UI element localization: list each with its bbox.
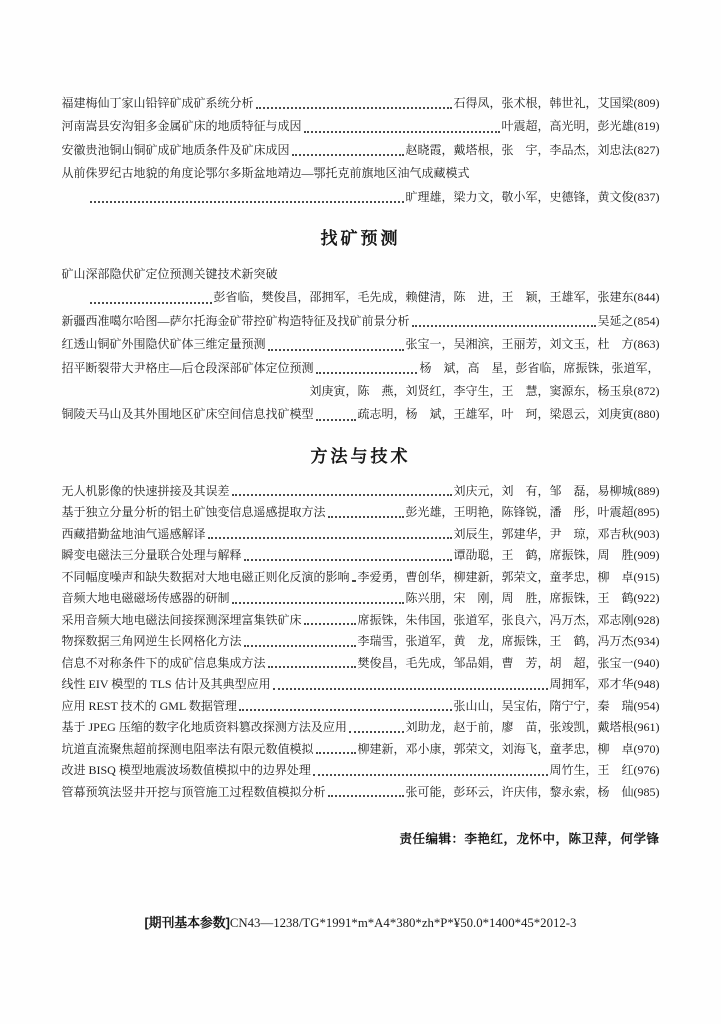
article-authors: 刘庆元，刘 有，邹 磊，易柳城(889) — [453, 483, 660, 498]
dot-leader — [314, 403, 358, 426]
article-title: 基于独立分量分析的铝土矿蚀变信息遥感提取方法 — [61, 505, 326, 520]
toc-entry-row — [62, 588, 660, 610]
dot-leader — [237, 696, 454, 718]
toc-entry-row — [62, 717, 660, 739]
dot-leader — [206, 524, 454, 546]
article-title: 改进 BISQ 模型地震波场数值模拟中的边界处理 — [61, 763, 311, 778]
article-title: 瞬变电磁法三分量联合处理与解释 — [61, 548, 242, 563]
article-title: 从前侏罗纪古地貌的角度论鄂尔多斯盆地靖边—鄂托克前旗地区油气成藏模式 — [61, 166, 470, 181]
dot-leader — [410, 310, 598, 333]
article-title: 铜陵天马山及其外围地区矿床空间信息找矿模型 — [61, 407, 314, 422]
toc-entry-row — [62, 545, 660, 567]
dot-leader — [350, 567, 358, 589]
dot-leader — [242, 631, 358, 653]
article-authors: 叶震超，高光明，彭光雄(819) — [501, 119, 660, 134]
article-title: 应用 REST 技术的 GML 数据管理 — [61, 698, 237, 713]
article-title: 物探数据三角网逆生长网格化方法 — [61, 634, 242, 649]
dot-leader — [314, 357, 420, 380]
article-title: 音频大地电磁磁场传感器的研制 — [61, 591, 230, 606]
editors-line — [62, 829, 660, 850]
article-title: 无人机影像的快速拼接及其误差 — [61, 483, 230, 498]
article-authors-continued: 刘庚寅，陈 燕，刘贤红，李守生，王 慧，窦源东，杨玉泉(872) — [309, 384, 660, 399]
article-authors: 石得凤，张术根，韩世礼，艾国梁(809) — [453, 96, 660, 110]
article-title: 福建梅仙丁家山铅锌矿成矿系统分析 — [61, 96, 254, 110]
article-authors: 彭省临，樊俊昌，邵拥军，毛先成，赖健清，陈 进，王 颖，王雄军，张建东(844) — [213, 290, 660, 305]
toc-entry-row — [62, 696, 660, 718]
article-authors: 张可能，彭环云，许庆伟，黎永索，杨 仙(985) — [405, 784, 660, 799]
article-authors: 疏志明，杨 斌，王雄军，叶 珂，梁恩云，刘庚寅(880) — [357, 407, 660, 422]
article-authors: 吴延之(854) — [597, 313, 660, 328]
article-authors: 陈兴朋，宋 刚，周 胜，席振铢，王 鹤(922) — [405, 591, 660, 606]
article-title: 采用音频大地电磁法间接探测深埋富集铁矿床 — [61, 612, 302, 627]
toc-entry-row — [62, 631, 660, 653]
toc-entry-row — [62, 610, 660, 632]
section-entries — [62, 263, 660, 427]
toc-entry-row — [62, 674, 660, 696]
toc-entry-title-row — [62, 263, 660, 286]
article-authors: 柳建新，邓小康，郭荣文，刘海飞，童孝忠，柳 卓(970) — [357, 741, 660, 756]
toc-entry-row — [62, 653, 660, 675]
dot-leader — [254, 92, 454, 115]
toc-entry-title-row — [62, 162, 660, 185]
section-heading: 找矿预测 — [320, 229, 401, 249]
dot-leader — [326, 502, 406, 524]
toc-entry-row — [62, 782, 660, 804]
dot-leader — [88, 186, 406, 209]
dot-leader — [290, 139, 406, 162]
journal-params-value: CN43—1238/TG*1991*m*A4*380*zh*P*¥50.0*1400*45*2012-3 — [229, 916, 577, 931]
dot-leader — [242, 545, 454, 567]
journal-params-label: [期刊基本参数] — [144, 915, 230, 931]
article-authors: 李瑞雪，张道军，黄 龙，席振铢，王 鹤，冯万杰(934) — [357, 634, 660, 649]
dot-leader — [314, 739, 358, 761]
editors-label: 责任编辑： — [399, 832, 465, 847]
dot-leader — [347, 717, 406, 739]
article-title: 线性 EIV 模型的 TLS 估计及其典型应用 — [61, 677, 271, 692]
dot-leader — [230, 481, 454, 503]
toc-entry-authors-row — [62, 286, 660, 309]
dot-leader — [302, 115, 502, 138]
article-authors: 旷理雄，梁力文，敬小军，史德锋，黄文俊(837) — [405, 189, 660, 204]
article-title: 安徽贵池铜山铜矿成矿地质条件及矿床成因 — [61, 142, 290, 157]
toc-entry-row — [62, 403, 660, 426]
article-authors: 张山山，吴宝佑，隋宁宁，秦 瑞(954) — [453, 698, 660, 713]
article-title: 基于 JPEG 压缩的数字化地质资料篡改探测方法及应用 — [61, 720, 347, 735]
toc-entry-authors-continued-row — [62, 380, 660, 403]
editors-names: 李艳红，龙怀中，陈卫萍，何学锋 — [464, 832, 660, 847]
article-authors: 席振铢，朱伟国，张道军，张良六，冯万杰，邓志刚(928) — [357, 612, 660, 627]
dot-leader — [311, 760, 550, 782]
article-title: 矿山深部隐伏矿定位预测关键技术新突破 — [61, 267, 278, 282]
article-authors: 周竹生，王 红(976) — [549, 763, 660, 778]
article-title: 红透山铜矿外围隐伏矿体三维定量预测 — [61, 337, 266, 352]
toc-entry-row — [62, 481, 660, 503]
dot-leader — [326, 782, 406, 804]
toc-entry-row — [62, 524, 660, 546]
toc-entry-authors-row — [62, 186, 660, 209]
section-heading: 方法与技术 — [310, 446, 411, 466]
toc-entry-row — [62, 357, 660, 380]
toc-entry-row — [62, 333, 660, 356]
dot-leader — [266, 653, 358, 675]
toc-entry-row — [62, 567, 660, 589]
article-authors: 杨 斌，高 星，彭省临，席振铢，张道军， — [419, 360, 660, 375]
toc-sections — [62, 227, 660, 803]
toc-entry-row — [62, 760, 660, 782]
article-authors: 刘助龙，赵于前，廖 苗，张竣凯，戴塔根(961) — [405, 720, 660, 735]
article-title: 坑道直流聚焦超前探测电阻率法有限元数值模拟 — [61, 741, 314, 756]
front-entries-section — [62, 92, 660, 209]
toc-entry-row — [62, 502, 660, 524]
dot-leader — [88, 286, 214, 309]
article-authors: 周拥军，邓才华(948) — [549, 677, 660, 692]
article-authors: 李爱勇，曹创华，柳建新，郭荣文，童孝忠，柳 卓(915) — [357, 569, 660, 584]
dot-leader — [271, 674, 550, 696]
article-title: 河南嵩县安沟钼多金属矿床的地质特征与成因 — [61, 119, 302, 134]
article-title: 管幕预筑法竖井开挖与顶管施工过程数值模拟分析 — [61, 784, 326, 799]
toc-entry-row — [62, 139, 660, 162]
article-title: 不同幅度噪声和缺失数据对大地电磁正则化反演的影响 — [61, 569, 350, 584]
toc-content — [62, 0, 660, 934]
article-title: 新疆西准噶尔哈图—萨尔托海金矿带控矿构造特征及找矿前景分析 — [61, 313, 410, 328]
article-authors: 谭劭聪，王 鹤，席振铢，周 胜(909) — [453, 548, 660, 563]
article-title: 信息不对称条件下的成矿信息集成方法 — [61, 655, 266, 670]
section-entries — [62, 481, 660, 804]
journal-params-line — [62, 912, 660, 934]
article-title: 招平断裂带大尹格庄—后仓段深部矿体定位预测 — [61, 360, 314, 375]
dot-leader — [230, 588, 406, 610]
dot-leader — [302, 610, 358, 632]
article-authors: 樊俊昌，毛先成，邹品娟，曹 芳，胡 超，张宝一(940) — [357, 655, 660, 670]
dot-leader — [266, 333, 406, 356]
toc-entry-row — [62, 739, 660, 761]
toc-entry-row — [62, 115, 660, 138]
article-authors: 彭光雄，王明艳，陈锋锐，潘 彤，叶震超(895) — [405, 505, 660, 520]
article-authors: 赵晓霞，戴塔根，张 宇，李品杰，刘忠法(827) — [405, 142, 660, 157]
article-authors: 刘辰生，郭建华，尹 琼，邓吉秋(903) — [453, 526, 660, 541]
toc-entry-row — [62, 310, 660, 333]
article-authors: 张宝一，吴湘滨，王丽芳，刘文玉，杜 方(863) — [405, 337, 660, 352]
toc-entry-row — [62, 92, 660, 115]
article-title: 西藏措勤盆地油气遥感解译 — [61, 526, 206, 541]
